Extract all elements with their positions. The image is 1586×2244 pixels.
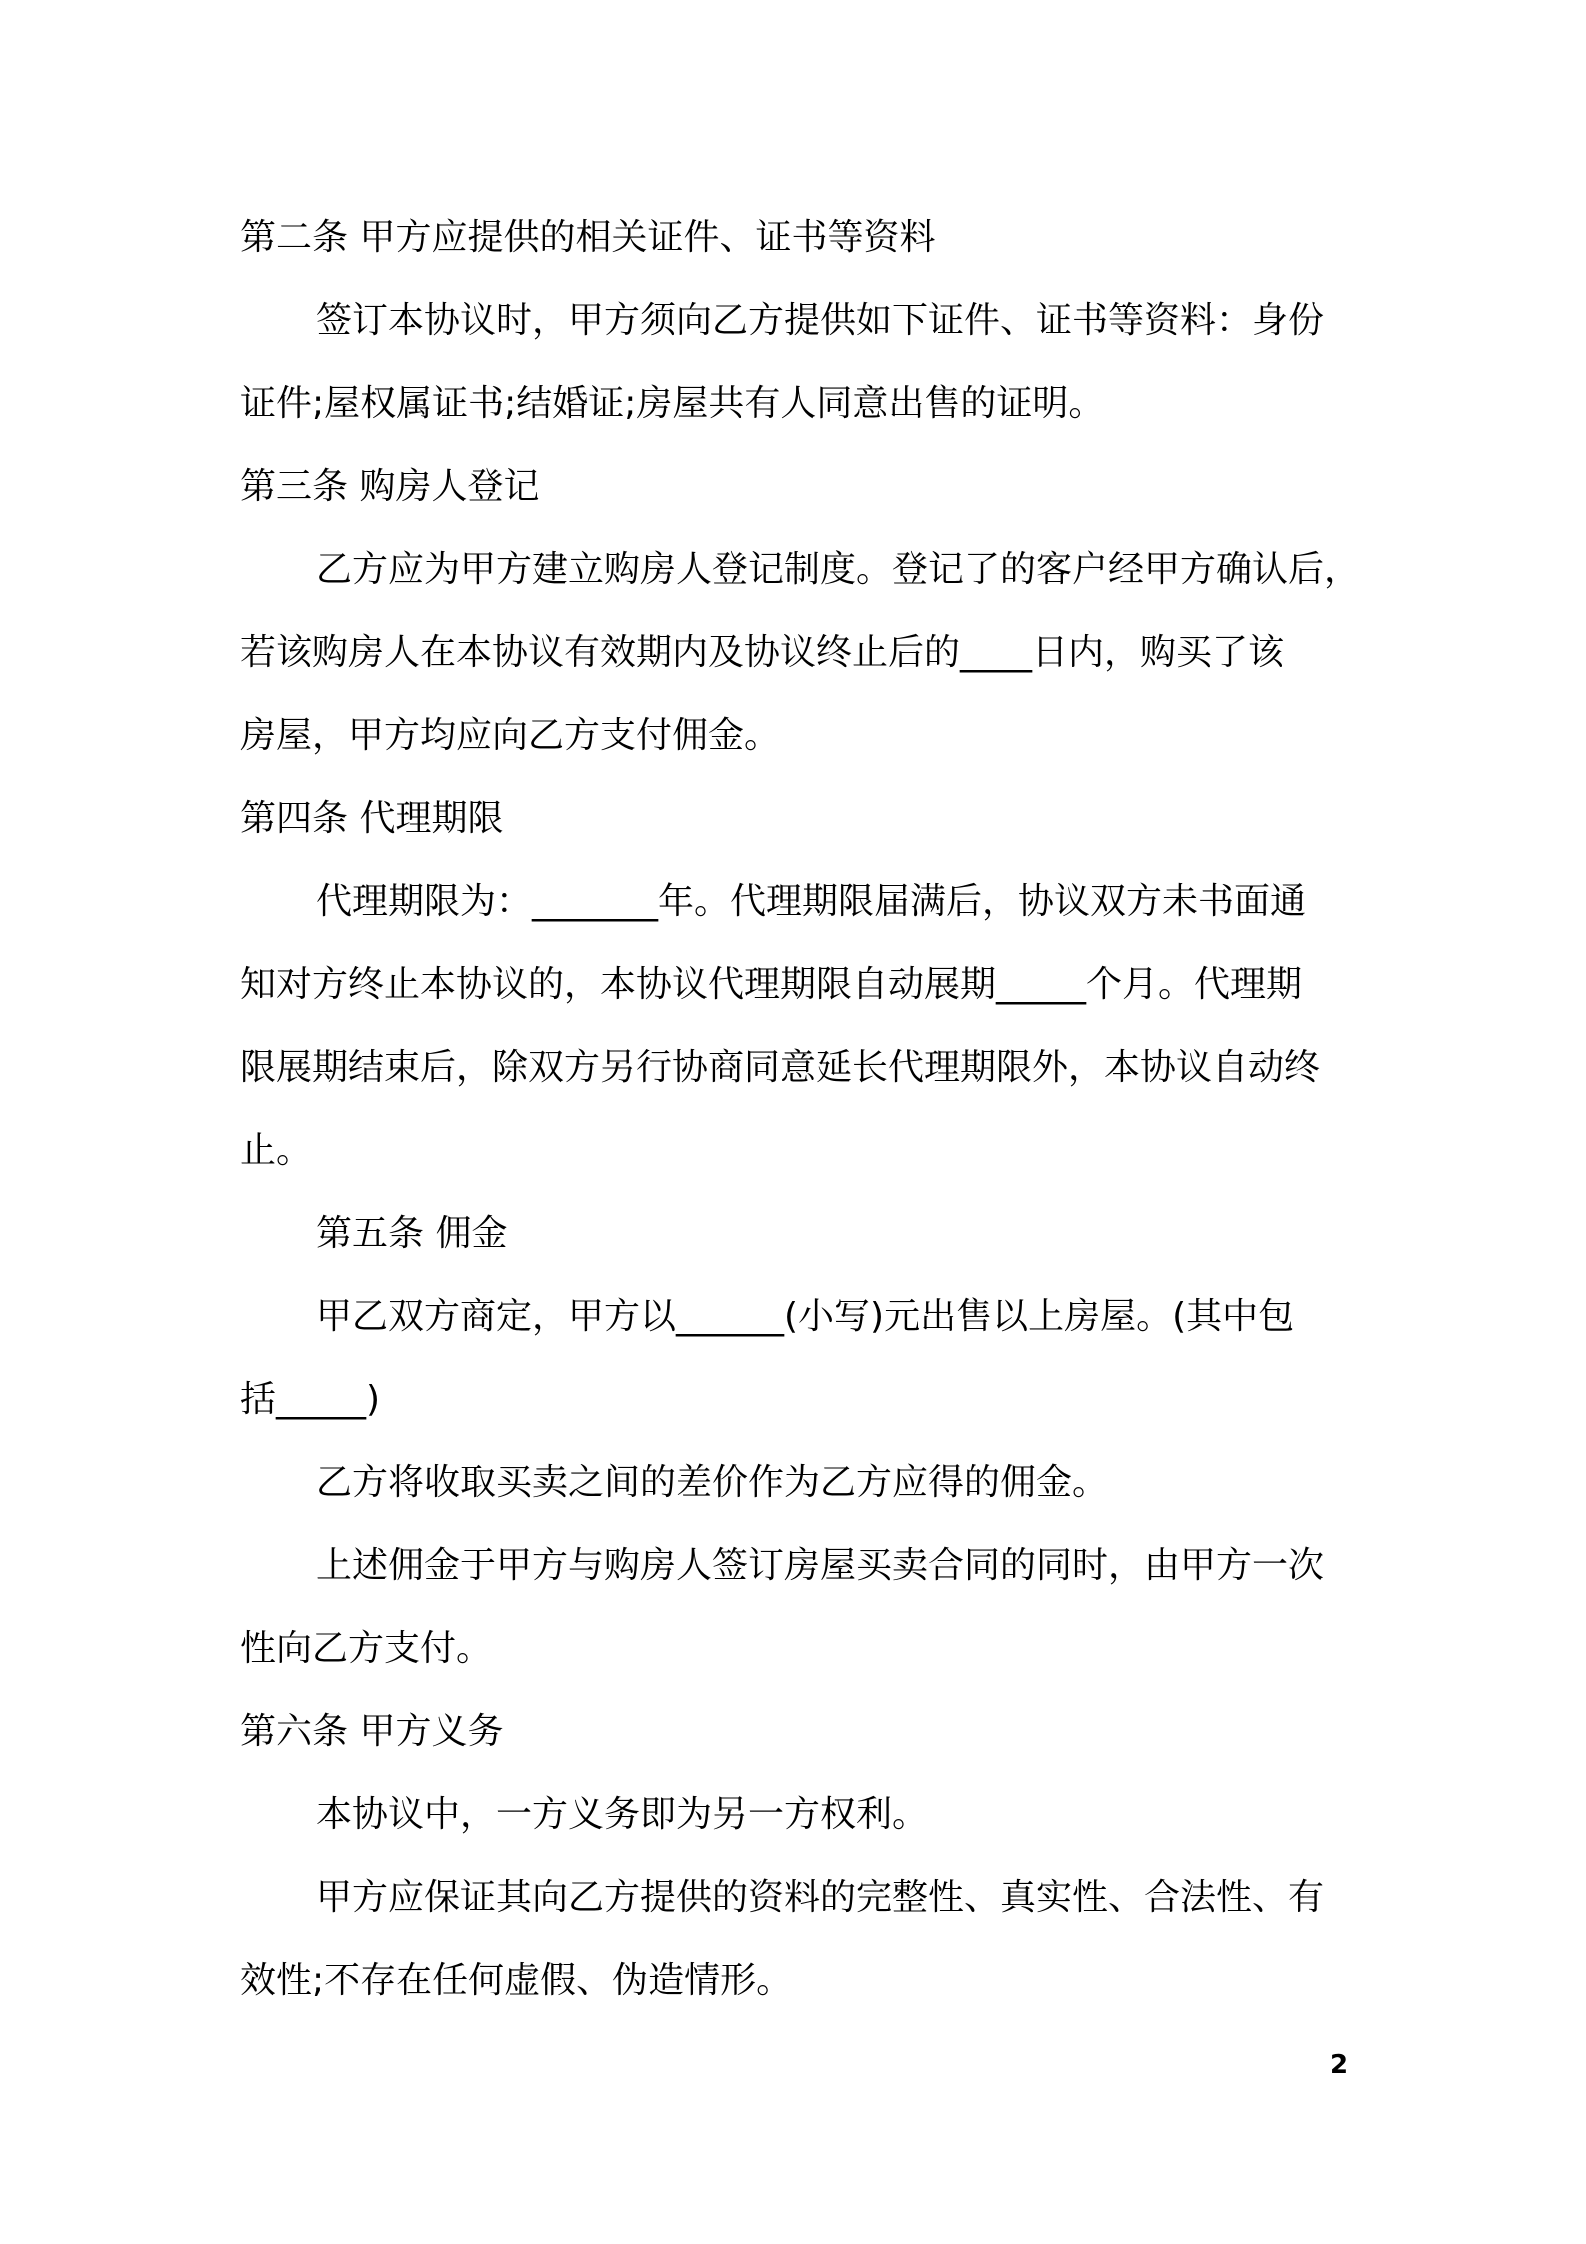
article-4-paragraph-line: 知对方终止本协议的，本协议代理期限自动展期_____个月。代理期: [240, 964, 1303, 1005]
article-5-heading: 第五条 佣金: [316, 1213, 508, 1254]
article-4-paragraph-line: 代理期限为：_______年。代理期限届满后，协议双方未书面通: [316, 881, 1307, 922]
page-number: 2: [1330, 2050, 1349, 2080]
article-3-paragraph-line: 若该购房人在本协议有效期内及协议终止后的____日内，购买了该: [240, 632, 1285, 673]
document-body: [240, 196, 1360, 2022]
article-3-paragraph-line: 乙方应为甲方建立购房人登记制度。登记了的客户经甲方确认后，: [316, 549, 1361, 590]
article-6-paragraph-line: 本协议中，一方义务即为另一方权利。: [316, 1794, 929, 1835]
article-5-paragraph-line: 括_____): [240, 1379, 381, 1420]
article-3-paragraph-line: 房屋，甲方均应向乙方支付佣金。: [240, 715, 781, 756]
article-6-paragraph-line: 甲方应保证其向乙方提供的资料的完整性、真实性、合法性、有: [316, 1877, 1325, 1918]
article-4-paragraph-line: 限展期结束后，除双方另行协商同意延长代理期限外，本协议自动终: [240, 1047, 1321, 1088]
article-3-heading: 第三条 购房人登记: [240, 466, 540, 507]
article-6-paragraph-line: 效性;不存在任何虚假、伪造情形。: [240, 1960, 793, 2001]
article-5-paragraph-line: 乙方将收取买卖之间的差价作为乙方应得的佣金。: [316, 1462, 1109, 1503]
article-5-paragraph-line: 上述佣金于甲方与购房人签订房屋买卖合同的同时，由甲方一次: [316, 1545, 1325, 1586]
article-6-heading: 第六条 甲方义务: [240, 1711, 504, 1752]
article-4-paragraph-line: 止。: [240, 1130, 313, 1171]
article-2-heading: 第二条 甲方应提供的相关证件、证书等资料: [240, 217, 936, 258]
article-2-paragraph-line: 证件;屋权属证书;结婚证;房屋共有人同意出售的证明。: [240, 383, 1105, 424]
article-2-paragraph-line: 签订本协议时，甲方须向乙方提供如下证件、证书等资料：身份: [316, 300, 1325, 341]
article-5-paragraph-line: 甲乙双方商定，甲方以______(小写)元出售以上房屋。(其中包: [316, 1296, 1295, 1337]
article-5-paragraph-line: 性向乙方支付。: [240, 1628, 493, 1669]
article-4-heading: 第四条 代理期限: [240, 798, 504, 839]
